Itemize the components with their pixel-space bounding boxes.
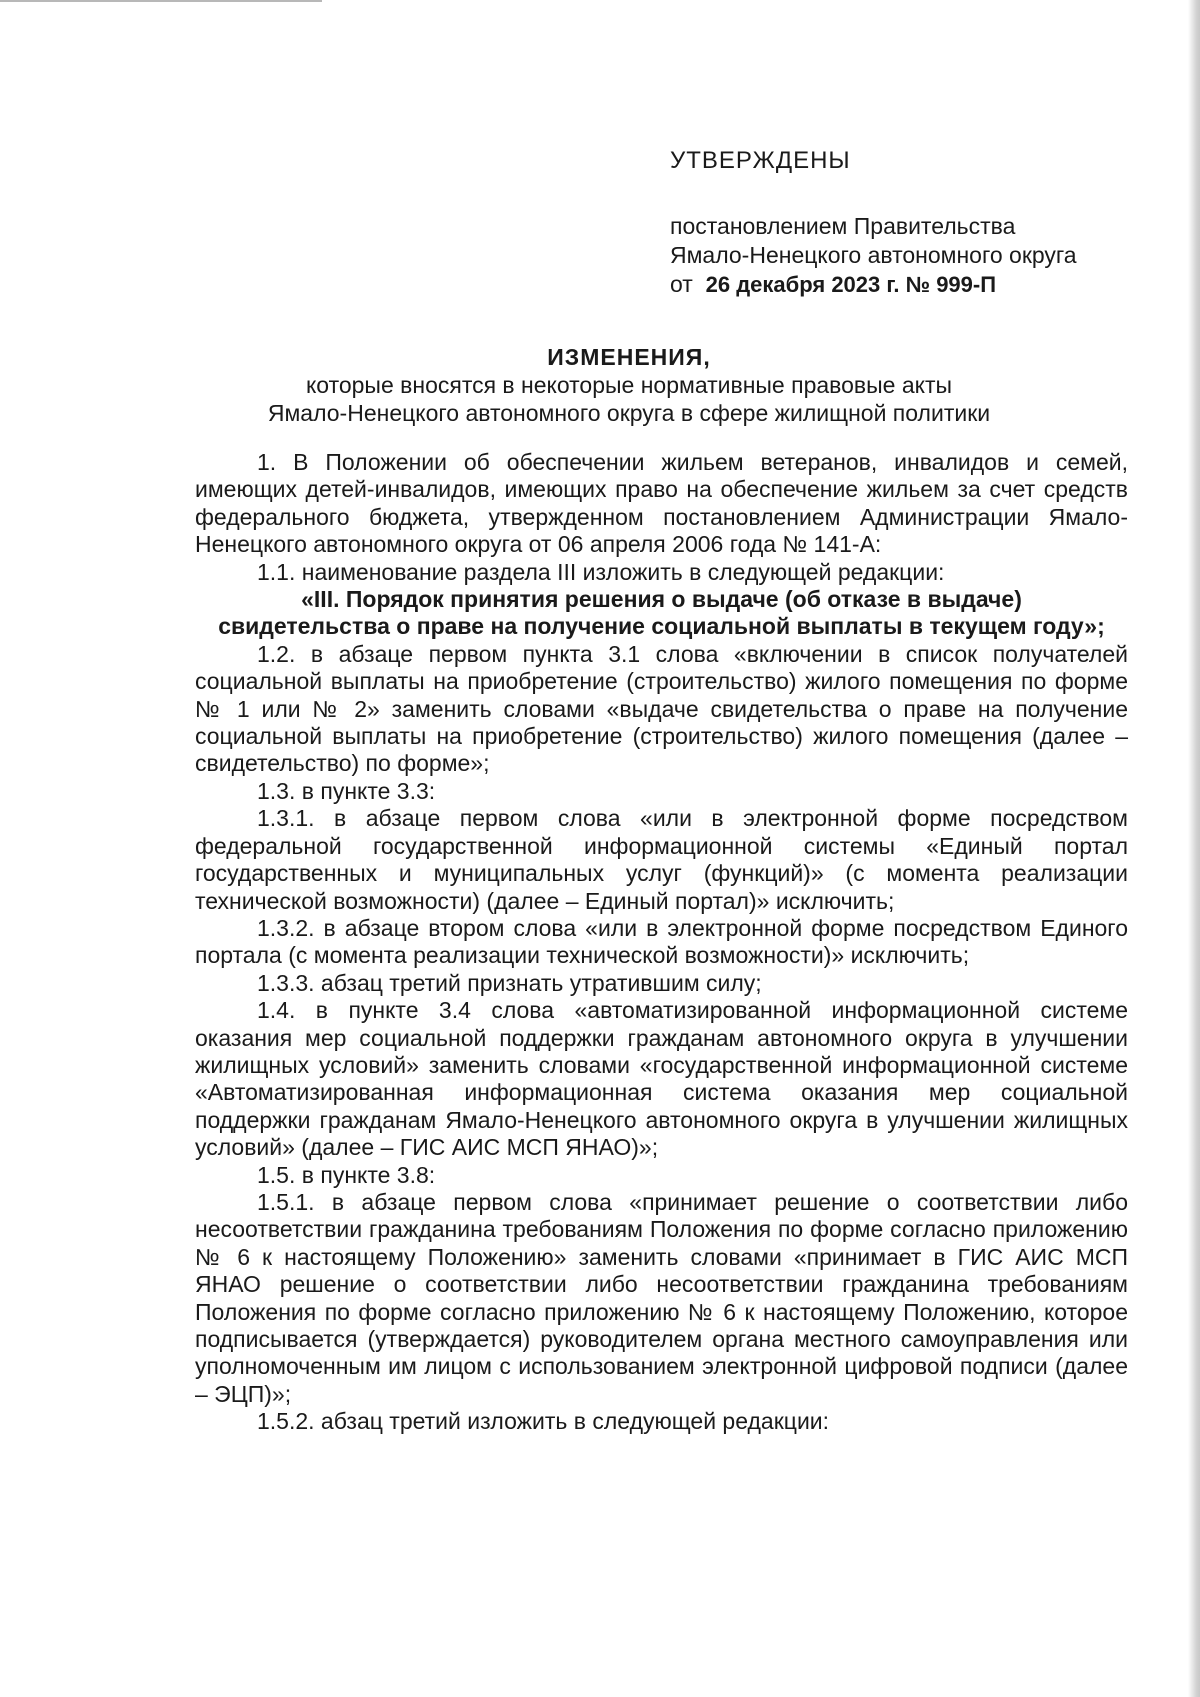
approval-title: УТВЕРЖДЕНЫ (670, 147, 851, 174)
approval-date-value: 26 декабря 2023 г. № 999-П (705, 272, 997, 297)
approval-line-1: постановлением Правительства (670, 213, 1016, 239)
title-line-1: которые вносятся в некоторые нормативные правовые акты (305, 372, 953, 398)
paragraph-1-4: 1.4. в пункте 3.4 слова «автоматизированной информационной системе оказания мер социальной поддержки гражданам автономного округа в улучшении жилищных условий» заменить словами «государственной информационной системе «Автоматизированная информационная система оказания мер социальной поддержки гражданам Ямало-Ненецкого автономного округа в улучшении жилищных условий» (далее – ГИС АИС МСП ЯНАО)»; (195, 997, 1128, 1161)
approval-block (670, 146, 1077, 299)
paragraph-1-5-1: 1.5.1. в абзаце первом слова «принимает решение о соответствии либо несоответствии гражданина требованиям Положения по форме согласно приложению № 6 к настоящему Положению» заменить словами «принимает в ГИС АИС МСП ЯНАО решение о соответствии либо несоответствии гражданина требованиям Положения по форме согласно приложению № 6 к настоящему Положению, которое подписывается (утверждается) руководителем органа местного самоуправления или уполномоченным им лицом с использованием электронной цифровой подписи (далее – ЭЦП)»; (195, 1188, 1128, 1407)
paragraph-1-1: 1.1. наименование раздела III изложить в следующей редакции: (257, 558, 945, 585)
paragraph-1-3: 1.3. в пункте 3.3: (257, 777, 436, 804)
paragraph-1-3-2: 1.3.2. в абзаце втором слова «или в электронной форме посредством Единого портала (с момента реализации технической возможности)» исключить; (195, 914, 1128, 969)
approval-line-2: Ямало-Ненецкого автономного округа (670, 242, 1077, 268)
document-title (195, 343, 1063, 427)
paragraph-1: 1. В Положении об обеспечении жильем ветеранов, инвалидов и семей, имеющих детей-инвалидов, имеющих право на обеспечение жильем за счет средств федерального бюджета, утвержденном постановлением Администрации Ямало-Ненецкого автономного округа от 06 апреля 2006 года № 141-А: (195, 449, 1128, 558)
paragraph-1-2: 1.2. в абзаце первом пункта 3.1 слова «включении в список получателей социальной выплаты на приобретение (строительство) жилого помещения по форме № 1 или № 2» заменить словами «выдаче свидетельства о праве на получение социальной выплаты на приобретение (строительство) жилого помещения (далее – свидетельство) по форме»; (195, 640, 1128, 777)
paragraph-1-5: 1.5. в пункте 3.8: (257, 1161, 436, 1188)
document-body (195, 449, 1128, 1436)
paragraph-1-5-2: 1.5.2. абзац третий изложить в следующей редакции: (257, 1408, 830, 1435)
scan-page-edge (1188, 0, 1200, 1697)
title-main: ИЗМЕНЕНИЯ, (547, 344, 711, 370)
title-line-2: Ямало-Ненецкого автономного округа в сфере жилищной политики (267, 400, 991, 426)
approval-date-prefix: от (670, 271, 693, 297)
paragraph-1-3-1: 1.3.1. в абзаце первом слова «или в электронной форме посредством федеральной государственной информационной системы «Единый портал государственных и муниципальных услуг (функций)» (с момента реализации технической возможности) (далее – Единый портал)» исключить; (195, 805, 1128, 914)
approval-date-line (670, 270, 1077, 299)
paragraph-1-3-3: 1.3.3. абзац третий признать утратившим силу; (257, 969, 762, 996)
section-heading-quote: «III. Порядок принятия решения о выдаче (об отказе в выдаче) свидетельства о праве на получение социальной выплаты в текущем году»; (218, 586, 1105, 640)
scan-edge-line (0, 0, 322, 2)
